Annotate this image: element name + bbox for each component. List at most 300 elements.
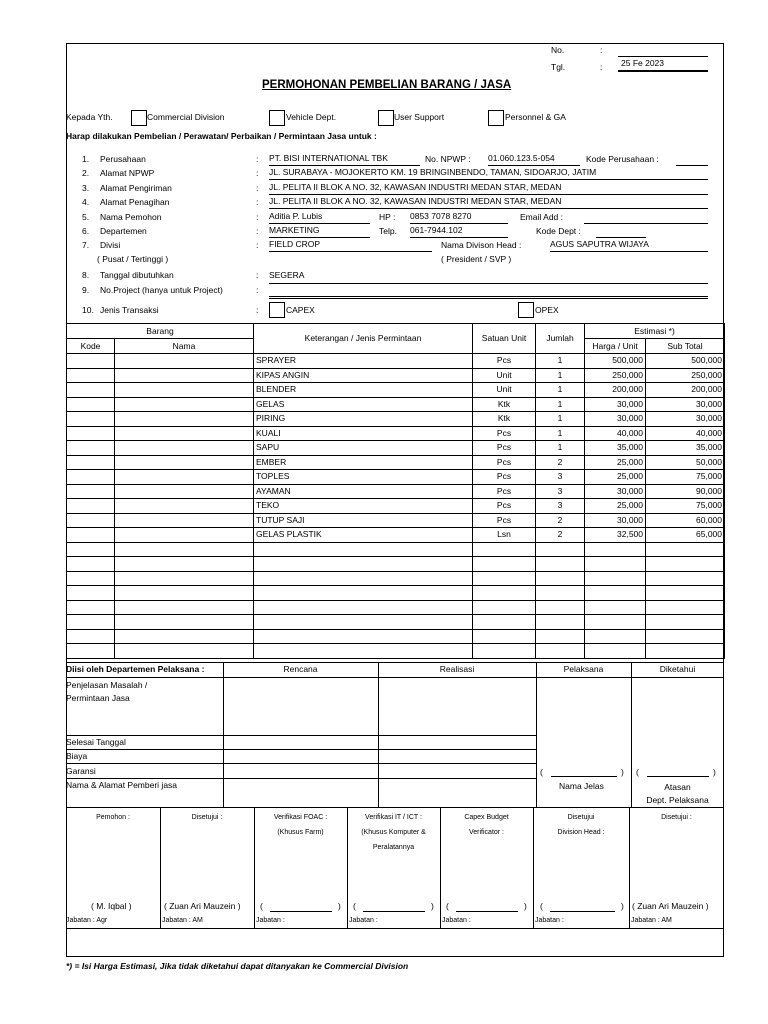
cell-jumlah[interactable] (536, 557, 585, 572)
sig-division-line[interactable] (550, 911, 615, 912)
cell-kode[interactable] (67, 644, 115, 659)
cell-harga[interactable] (585, 571, 646, 586)
cell-keterangan[interactable]: TOPLES (254, 470, 473, 485)
cell-subtotal[interactable]: 75,000 (646, 470, 725, 485)
sig-it-label: Verifikasi IT / ICT : (365, 814, 422, 821)
cell-harga[interactable]: 32,500 (585, 528, 646, 543)
cell-jumlah[interactable]: 1 (536, 354, 585, 369)
cell-harga[interactable]: 250,000 (585, 368, 646, 383)
cell-nama[interactable] (115, 470, 254, 485)
cell-subtotal[interactable]: 50,000 (646, 455, 725, 470)
cell-satuan[interactable]: Unit (473, 383, 536, 398)
divider (66, 749, 536, 750)
selesai-label: Selesai Tanggal (66, 737, 126, 747)
cell-satuan[interactable]: Pcs (473, 354, 536, 369)
cell-jumlah[interactable]: 1 (536, 383, 585, 398)
cell-subtotal[interactable]: 40,000 (646, 426, 725, 441)
cell-subtotal[interactable]: 250,000 (646, 368, 725, 383)
sig-disetujui-name[interactable]: ( Zuan Ari Mauzein ) (164, 901, 241, 911)
table-row-empty (67, 542, 725, 557)
divider (533, 807, 534, 928)
division-head-sub-label: ( President / SVP ) (441, 254, 512, 264)
diketahui-sign-line[interactable] (647, 776, 709, 777)
cell-subtotal[interactable]: 90,000 (646, 484, 725, 499)
cell-harga[interactable] (585, 644, 646, 659)
table-row (67, 383, 725, 398)
no-colon: : (600, 45, 603, 55)
cell-nama[interactable] (115, 426, 254, 441)
label-email: Email Add : (520, 212, 563, 222)
cell-kode[interactable] (67, 412, 115, 427)
th-barang: Barang (67, 324, 254, 339)
cell-nama[interactable] (115, 368, 254, 383)
sig-last-name[interactable]: ( Zuan Ari Mauzein ) (632, 901, 709, 911)
paren: ) (713, 767, 716, 777)
diketahui-header: Diketahui (659, 664, 696, 674)
cell-subtotal[interactable] (646, 542, 725, 557)
checkbox-opex[interactable] (518, 302, 534, 318)
divider (66, 662, 724, 663)
cell-subtotal[interactable]: 200,000 (646, 383, 725, 398)
cell-subtotal[interactable] (646, 629, 725, 644)
divider (66, 928, 724, 929)
cell-jumlah[interactable] (536, 571, 585, 586)
instruction-text: Harap dilakukan Pembelian / Perawatan/ Perbaikan / Permintaan Jasa untuk : (66, 131, 377, 141)
cell-satuan[interactable]: Unit (473, 368, 536, 383)
cell-kode[interactable] (67, 499, 115, 514)
cell-subtotal[interactable]: 60,000 (646, 513, 725, 528)
divider (347, 807, 348, 928)
cell-keterangan[interactable]: PIRING (254, 412, 473, 427)
th-estimasi: Estimasi *) (585, 324, 725, 339)
cell-keterangan[interactable]: TUTUP SAJI (254, 513, 473, 528)
cell-satuan[interactable] (473, 615, 536, 630)
cell-satuan[interactable]: Ktk (473, 397, 536, 412)
cell-keterangan[interactable] (254, 542, 473, 557)
cell-kode[interactable] (67, 455, 115, 470)
cell-subtotal[interactable]: 500,000 (646, 354, 725, 369)
cell-kode[interactable] (67, 542, 115, 557)
cell-satuan[interactable] (473, 586, 536, 601)
nama-jelas-label: Nama Jelas (559, 781, 604, 791)
divisi-sub-label: ( Pusat / Tertinggi ) (97, 254, 169, 264)
cell-harga[interactable] (585, 629, 646, 644)
label-hp: HP : (379, 212, 396, 222)
cell-nama[interactable] (115, 600, 254, 615)
cell-harga[interactable]: 500,000 (585, 354, 646, 369)
cell-jumlah[interactable]: 2 (536, 455, 585, 470)
value-no-project[interactable] (269, 284, 708, 297)
cell-satuan[interactable]: Ktk (473, 412, 536, 427)
cell-subtotal[interactable] (646, 600, 725, 615)
cell-keterangan[interactable]: AYAMAN (254, 484, 473, 499)
value-departemen[interactable]: MARKETING (269, 225, 370, 238)
cell-satuan[interactable] (473, 644, 536, 659)
cell-nama[interactable] (115, 629, 254, 644)
cell-subtotal[interactable] (646, 644, 725, 659)
tgl-field[interactable]: 25 Fe 2023 (618, 58, 708, 71)
table-row (67, 412, 725, 427)
cell-harga[interactable]: 30,000 (585, 397, 646, 412)
table-row (67, 499, 725, 514)
cell-jumlah[interactable] (536, 542, 585, 557)
cell-nama[interactable] (115, 528, 254, 543)
table-row (67, 455, 725, 470)
sig-capex-line[interactable] (456, 911, 518, 912)
option-commercial: Commercial Division (147, 112, 225, 122)
jabatan-it: Jabatan : (349, 917, 378, 924)
cell-jumlah[interactable]: 2 (536, 513, 585, 528)
cell-keterangan[interactable]: GELAS (254, 397, 473, 412)
colon: : (256, 197, 259, 207)
cell-subtotal[interactable] (646, 557, 725, 572)
divider (66, 807, 724, 808)
divider (66, 677, 724, 678)
cell-harga[interactable] (585, 600, 646, 615)
checkbox-capex[interactable] (269, 302, 285, 318)
th-satuan: Satuan Unit (473, 324, 536, 354)
value-alamat-npwp[interactable]: JL. SURABAYA - MOJOKERTO KM. 19 BRINGINBENDO, TAMAN, SIDOARJO, JATIM (269, 167, 708, 180)
cell-nama[interactable] (115, 397, 254, 412)
label-no-project: No.Project (hanya untuk Project) (100, 285, 223, 295)
colon: : (256, 285, 259, 295)
cell-satuan[interactable]: Pcs (473, 441, 536, 456)
paren: ( (540, 767, 543, 777)
cell-satuan[interactable] (473, 542, 536, 557)
paren: ( (540, 901, 543, 911)
cell-satuan[interactable]: Pcs (473, 484, 536, 499)
cell-harga[interactable] (585, 557, 646, 572)
cell-keterangan[interactable]: EMBER (254, 455, 473, 470)
cell-kode[interactable] (67, 368, 115, 383)
cell-kode[interactable] (67, 513, 115, 528)
divider (536, 662, 537, 807)
penjelasan-label: Penjelasan Masalah / (66, 680, 148, 690)
cell-keterangan[interactable]: TEKO (254, 499, 473, 514)
table-row-empty (67, 615, 725, 630)
cell-kode[interactable] (67, 528, 115, 543)
cell-nama[interactable] (115, 354, 254, 369)
cell-keterangan[interactable] (254, 586, 473, 601)
realisasi-header: Realisasi (439, 664, 475, 674)
cell-kode[interactable] (67, 354, 115, 369)
cell-harga[interactable] (585, 586, 646, 601)
cell-satuan[interactable] (473, 571, 536, 586)
divider (160, 807, 161, 928)
value-perusahaan[interactable]: PT. BISI INTERNATIONAL TBK (269, 153, 420, 166)
label-opex: OPEX (535, 305, 559, 315)
checkbox-commercial[interactable] (131, 110, 147, 126)
cell-nama[interactable] (115, 644, 254, 659)
label-departemen: Departemen (100, 226, 147, 236)
cell-satuan[interactable] (473, 600, 536, 615)
cell-kode[interactable] (67, 470, 115, 485)
paren: ( (353, 901, 356, 911)
colon: : (256, 270, 259, 280)
label-division-head: Nama Divison Head : (441, 240, 522, 250)
cell-kode[interactable] (67, 615, 115, 630)
cell-harga[interactable]: 25,000 (585, 455, 646, 470)
table-row (67, 368, 725, 383)
value-nama-pemohon[interactable]: Aditia P. Lubis (269, 211, 370, 224)
cell-kode[interactable] (67, 586, 115, 601)
cell-jumlah[interactable]: 1 (536, 397, 585, 412)
checkbox-personnel[interactable] (488, 110, 504, 126)
cell-keterangan[interactable] (254, 629, 473, 644)
colon: : (256, 305, 259, 315)
option-personnel: Personnel & GA (505, 112, 566, 122)
paren: ( (636, 767, 639, 777)
biaya-label: Biaya (66, 751, 88, 761)
field-num: 7. (82, 240, 90, 250)
label-divisi: Divisi (100, 240, 121, 250)
cell-kode[interactable] (67, 383, 115, 398)
cell-nama[interactable] (115, 557, 254, 572)
value-alamat-pengiriman[interactable]: JL. PELITA II BLOK A NO. 32, KAWASAN INDUSTRI MEDAN STAR, MEDAN (269, 182, 708, 195)
cell-kode[interactable] (67, 571, 115, 586)
table-row-empty (67, 600, 725, 615)
cell-subtotal[interactable]: 65,000 (646, 528, 725, 543)
rencana-header: Rencana (283, 664, 318, 674)
divider (66, 778, 536, 779)
cell-satuan[interactable]: Pcs (473, 455, 536, 470)
cell-satuan[interactable]: Pcs (473, 426, 536, 441)
table-row (67, 441, 725, 456)
cell-harga[interactable]: 40,000 (585, 426, 646, 441)
value-kode-perusahaan[interactable] (676, 153, 708, 166)
cell-subtotal[interactable]: 30,000 (646, 397, 725, 412)
cell-subtotal[interactable] (646, 615, 725, 630)
sig-it-sub: (Khusus Komputer & (361, 829, 426, 836)
tgl-colon: : (600, 62, 603, 72)
cell-satuan[interactable] (473, 557, 536, 572)
cell-nama[interactable] (115, 542, 254, 557)
table-row (67, 426, 725, 441)
cell-harga[interactable]: 30,000 (585, 484, 646, 499)
cell-satuan[interactable]: Pcs (473, 470, 536, 485)
cell-harga[interactable]: 25,000 (585, 499, 646, 514)
atasan-label: Atasan (664, 782, 691, 792)
table-row (67, 528, 725, 543)
table-row (67, 484, 725, 499)
cell-kode[interactable] (67, 426, 115, 441)
cell-nama[interactable] (115, 513, 254, 528)
cell-keterangan[interactable] (254, 615, 473, 630)
cell-nama[interactable] (115, 499, 254, 514)
cell-jumlah[interactable]: 3 (536, 484, 585, 499)
colon: : (256, 168, 259, 178)
label-alamat-pengiriman: Alamat Pengiriman (100, 183, 172, 193)
label-nama-pemohon: Nama Pemohon (100, 212, 162, 222)
cell-keterangan[interactable] (254, 571, 473, 586)
sig-last-label: Disetujui : (661, 814, 692, 821)
cell-jumlah[interactable]: 3 (536, 499, 585, 514)
cell-nama[interactable] (115, 484, 254, 499)
value-hp[interactable]: 0853 7078 8270 (410, 211, 508, 224)
field-num: 9. (82, 285, 90, 295)
field-num: 1. (82, 154, 90, 164)
th-harga: Harga / Unit (585, 339, 646, 354)
cell-harga[interactable] (585, 615, 646, 630)
value-email[interactable] (584, 211, 708, 224)
cell-jumlah[interactable] (536, 615, 585, 630)
no-project-line (269, 298, 708, 299)
value-alamat-penagihan[interactable]: JL. PELITA II BLOK A NO. 32, KAWASAN INDUSTRI MEDAN STAR, MEDAN (269, 196, 708, 209)
cell-jumlah[interactable]: 1 (536, 426, 585, 441)
th-nama: Nama (115, 339, 254, 354)
table-row-empty (67, 644, 725, 659)
cell-satuan[interactable] (473, 629, 536, 644)
cell-satuan[interactable]: Pcs (473, 513, 536, 528)
cell-subtotal[interactable] (646, 586, 725, 601)
cell-jumlah[interactable]: 2 (536, 528, 585, 543)
cell-keterangan[interactable]: KUALI (254, 426, 473, 441)
cell-keterangan[interactable]: SPRAYER (254, 354, 473, 369)
items-table (66, 323, 725, 659)
garansi-label: Garansi (66, 766, 96, 776)
cell-subtotal[interactable]: 30,000 (646, 412, 725, 427)
table-row-empty (67, 571, 725, 586)
cell-keterangan[interactable]: KIPAS ANGIN (254, 368, 473, 383)
cell-jumlah[interactable] (536, 586, 585, 601)
option-vehicle: Vehicle Dept. (286, 112, 337, 122)
paren: ) (621, 901, 624, 911)
cell-nama[interactable] (115, 586, 254, 601)
label-kode-dept: Kode Dept : (536, 226, 581, 236)
jabatan-disetujui: Jabatan : AM (162, 917, 203, 924)
jabatan-capex: Jabatan : (442, 917, 471, 924)
divider (629, 807, 630, 928)
footnote: *) = Isi Harga Estimasi, Jika tidak diketahui dapat ditanyakan ke Commercial Division (66, 961, 409, 971)
pelaksana-header: Pelaksana (563, 664, 604, 674)
kepada-label: Kepada Yth. (66, 112, 113, 122)
field-num: 8. (82, 270, 90, 280)
jabatan-division: Jabatan : (535, 917, 564, 924)
colon: : (256, 240, 259, 250)
divider (66, 735, 536, 736)
cell-nama[interactable] (115, 412, 254, 427)
cell-harga[interactable]: 35,000 (585, 441, 646, 456)
value-divisi[interactable]: FIELD CROP (269, 239, 432, 252)
cell-kode[interactable] (67, 441, 115, 456)
page-title: PERMOHONAN PEMBELIAN BARANG / JASA (262, 79, 512, 91)
sig-pemohon-name[interactable]: ( M. Iqbal ) (91, 901, 132, 911)
pelaksana-sign-line[interactable] (551, 776, 617, 777)
cell-keterangan[interactable]: SAPU (254, 441, 473, 456)
label-telp: Telp. (379, 226, 397, 236)
paren: ) (431, 901, 434, 911)
cell-satuan[interactable]: Lsn (473, 528, 536, 543)
tgl-underline (618, 71, 708, 72)
value-kode-dept[interactable] (596, 225, 646, 238)
penjelasan-label-2: Permintaan Jasa (66, 693, 130, 703)
table-row-empty (67, 586, 725, 601)
label-npwp: No. NPWP : (425, 154, 471, 164)
paren: ( (446, 901, 449, 911)
tgl-label: Tgl. (551, 62, 566, 72)
cell-jumlah[interactable] (536, 629, 585, 644)
cell-kode[interactable] (67, 557, 115, 572)
cell-subtotal[interactable]: 35,000 (646, 441, 725, 456)
cell-harga[interactable]: 25,000 (585, 470, 646, 485)
cell-kode[interactable] (67, 397, 115, 412)
cell-subtotal[interactable] (646, 571, 725, 586)
cell-nama[interactable] (115, 441, 254, 456)
divider (254, 807, 255, 928)
th-kode: Kode (67, 339, 115, 354)
cell-harga[interactable]: 30,000 (585, 513, 646, 528)
cell-jumlah[interactable] (536, 600, 585, 615)
sig-it-line[interactable] (363, 911, 425, 912)
cell-jumlah[interactable]: 3 (536, 470, 585, 485)
atasan-dept-label: Dept. Pelaksana (646, 795, 709, 805)
cell-keterangan[interactable] (254, 644, 473, 659)
cell-keterangan[interactable]: GELAS PLASTIK (254, 528, 473, 543)
cell-nama[interactable] (115, 455, 254, 470)
paren: ) (621, 767, 624, 777)
cell-jumlah[interactable]: 1 (536, 368, 585, 383)
cell-nama[interactable] (115, 383, 254, 398)
cell-jumlah[interactable]: 1 (536, 412, 585, 427)
value-telp[interactable]: 061-7944.102 (410, 225, 508, 238)
cell-nama[interactable] (115, 615, 254, 630)
checkbox-vehicle[interactable] (269, 110, 285, 126)
label-tanggal: Tanggal dibutuhkan (100, 270, 174, 280)
th-subtotal: Sub Total (646, 339, 725, 354)
cell-nama[interactable] (115, 571, 254, 586)
table-row (67, 470, 725, 485)
cell-jumlah[interactable] (536, 644, 585, 659)
value-tanggal[interactable]: SEGERA (269, 270, 708, 284)
cell-harga[interactable] (585, 542, 646, 557)
jabatan-last: Jabatan : AM (631, 917, 672, 924)
cell-jumlah[interactable]: 1 (536, 441, 585, 456)
sig-capex-sub: Verificator : (468, 829, 504, 836)
label-alamat-npwp: Alamat NPWP (100, 168, 155, 178)
table-row (67, 513, 725, 528)
th-jumlah: Jumlah (536, 324, 585, 354)
th-keterangan: Keterangan / Jenis Permintaan (254, 324, 473, 354)
value-npwp[interactable]: 01.060.123.5-054 (488, 153, 580, 166)
cell-subtotal[interactable]: 75,000 (646, 499, 725, 514)
sig-capex-label: Capex Budget (464, 814, 509, 821)
cell-harga[interactable]: 30,000 (585, 412, 646, 427)
sig-foac-line[interactable] (270, 911, 332, 912)
cell-satuan[interactable]: Pcs (473, 499, 536, 514)
cell-keterangan[interactable] (254, 600, 473, 615)
cell-harga[interactable]: 200,000 (585, 383, 646, 398)
colon: : (256, 183, 259, 193)
jabatan-foac: Jabatan : (256, 917, 285, 924)
jabatan-pemohon: Jabatan : Agr (66, 917, 108, 924)
cell-kode[interactable] (67, 600, 115, 615)
cell-kode[interactable] (67, 484, 115, 499)
cell-kode[interactable] (67, 629, 115, 644)
diisi-label: Diisi oleh Departemen Pelaksana : (66, 664, 205, 674)
checkbox-user-support[interactable] (378, 110, 394, 126)
table-row-empty (67, 557, 725, 572)
cell-keterangan[interactable] (254, 557, 473, 572)
value-division-head[interactable]: AGUS SAPUTRA WIJAYA (550, 239, 708, 252)
field-num: 2. (82, 168, 90, 178)
sig-division-sub: Division Head : (557, 829, 605, 836)
field-num: 5. (82, 212, 90, 222)
label-alamat-penagihan: Alamat Penagihan (100, 197, 170, 207)
cell-keterangan[interactable]: BLENDER (254, 383, 473, 398)
colon: : (256, 226, 259, 236)
no-field[interactable] (618, 45, 708, 57)
nama-alamat-label: Nama & Alamat Pemberi jasa (66, 780, 178, 790)
